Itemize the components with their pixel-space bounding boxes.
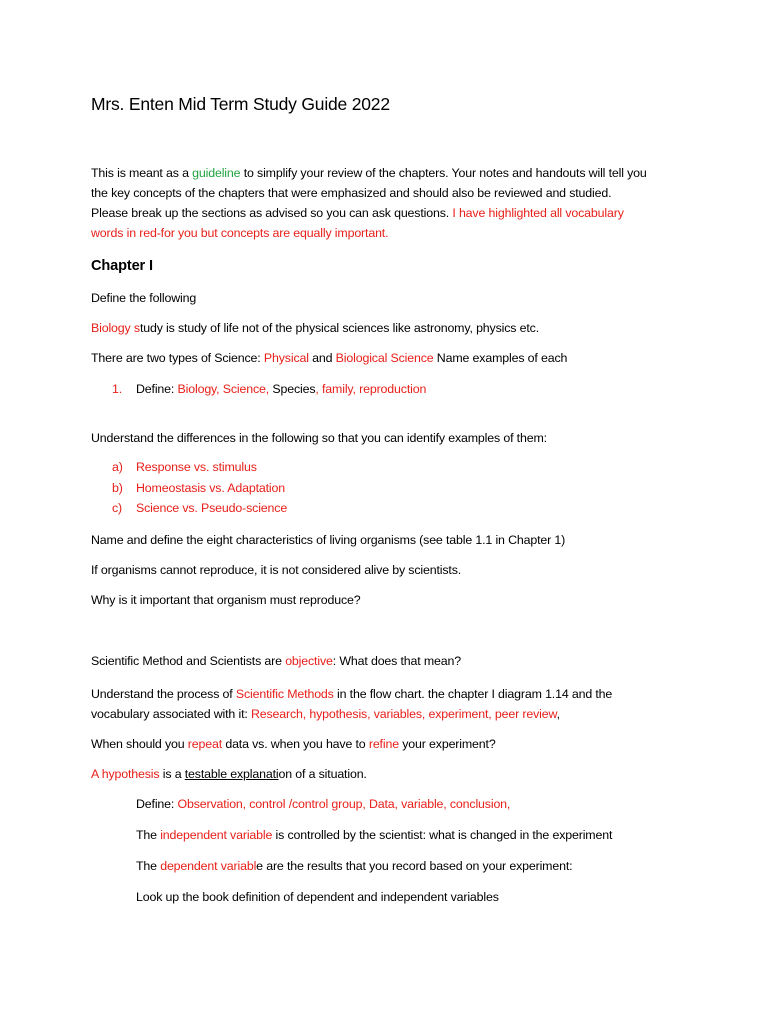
define-label: Define: (136, 382, 178, 396)
biological-science-term: Biological Science (335, 351, 434, 365)
independent-variable-line (136, 828, 612, 842)
hypothesis-line (91, 767, 367, 781)
biology-rest: tudy is study of life not of the physical sciences like astronomy, physics etc. (139, 321, 539, 335)
list-marker: a) (112, 460, 123, 474)
define-terms-2: , family, reproduction (315, 382, 427, 396)
define-terms-1: Biology, Science, (177, 382, 270, 396)
repeat-refine-line (91, 737, 496, 751)
hypothesis-post: on of a situation. (278, 767, 367, 781)
dependent-variable-line (136, 859, 572, 873)
independent-term: independent variable (160, 828, 273, 842)
chapter-heading: Chapter I (91, 258, 153, 274)
lookup-line: Look up the book definition of dependent and independent variables (136, 890, 499, 904)
objective-line (91, 654, 461, 668)
objective-pre: Scientific Method and Scientists are (91, 654, 286, 668)
hypothesis-mid: is a (159, 767, 185, 781)
list-item (91, 460, 287, 481)
refine-term: refine (368, 737, 399, 751)
define2-label: Define: (136, 797, 178, 811)
define-following: Define the following (91, 291, 197, 305)
physical-term: Physical (263, 351, 309, 365)
repeat-post: your experiment? (398, 737, 496, 751)
differences-list (91, 460, 287, 522)
list-marker: b) (112, 480, 123, 495)
two-types-pre: There are two types of Science: (91, 351, 264, 365)
intro-red-highlight: I have highlighted all vocabulary words in red-for you but concepts are equally important. (91, 206, 624, 240)
reproduce-alive: If organisms cannot reproduce, it is not considered alive by scientists. (91, 563, 462, 577)
hypothesis-term: A hypothesis (91, 767, 160, 781)
intro-text-2: to simplify your review of the chapters. Your notes and handouts will tell you the key concepts of the chapters that were emphasized and should also be reviewed and studied. Please break up the sections as advised so you can ask questions. (91, 166, 647, 220)
independent-post: is controlled by the scientist: what is changed in the experiment (272, 828, 613, 842)
dependent-term: dependent variabl (160, 859, 257, 873)
understand-differences: Understand the differences in the following so that you can identify examples of them: (91, 431, 547, 445)
dependent-post: e are the results that you record based on your experiment: (256, 859, 573, 873)
two-types-line (91, 351, 567, 365)
testable-explanation: testable explanati (184, 767, 279, 781)
list-item (91, 382, 426, 403)
define-list (91, 382, 426, 403)
repeat-pre: When should you (91, 737, 188, 751)
intro-guideline-highlight: guideline (192, 166, 241, 180)
define2-terms: Observation, control /control group, Data, variable, conclusion, (177, 797, 511, 811)
objective-post: : What does that mean? (332, 654, 462, 668)
process-post: , (556, 707, 560, 721)
intro-text-1: This is meant as a (91, 166, 193, 180)
two-types-post: Name examples of each (433, 351, 568, 365)
list-marker: c) (112, 501, 123, 515)
two-types-mid: and (308, 351, 336, 365)
scientific-methods-term: Scientific Methods (235, 687, 334, 701)
process-vocab: Research, hypothesis, variables, experiment, peer review (250, 707, 557, 721)
process-paragraph (91, 684, 651, 724)
list-item (91, 481, 287, 502)
intro-paragraph (91, 163, 651, 243)
dependent-pre: The (136, 859, 161, 873)
diff-item-text: Response vs. stimulus (136, 460, 257, 474)
eight-characteristics: Name and define the eight characteristics of living organisms (see table 1.1 in Chapter 1) (91, 533, 566, 547)
biology-line (91, 321, 539, 335)
document-title: Mrs. Enten Mid Term Study Guide 2022 (91, 94, 390, 114)
biology-term: Biology s (91, 321, 140, 335)
diff-item-text: Homeostasis vs. Adaptation (136, 480, 285, 495)
process-mid: in the flow chart. the chapter I diagram 1.14 and the vocabulary associated with it: (91, 687, 613, 721)
why-reproduce: Why is it important that organism must reproduce? (91, 593, 361, 607)
repeat-term: repeat (187, 737, 223, 751)
process-pre: Understand the process of (91, 687, 236, 701)
objective-term: objective (285, 654, 333, 668)
define-observation-line (136, 797, 510, 811)
repeat-mid: data vs. when you have to (222, 737, 369, 751)
define-species: Species (269, 382, 316, 396)
list-marker: 1. (112, 382, 123, 396)
list-item (91, 501, 287, 522)
independent-pre: The (136, 828, 161, 842)
diff-item-text: Science vs. Pseudo-science (136, 501, 288, 515)
